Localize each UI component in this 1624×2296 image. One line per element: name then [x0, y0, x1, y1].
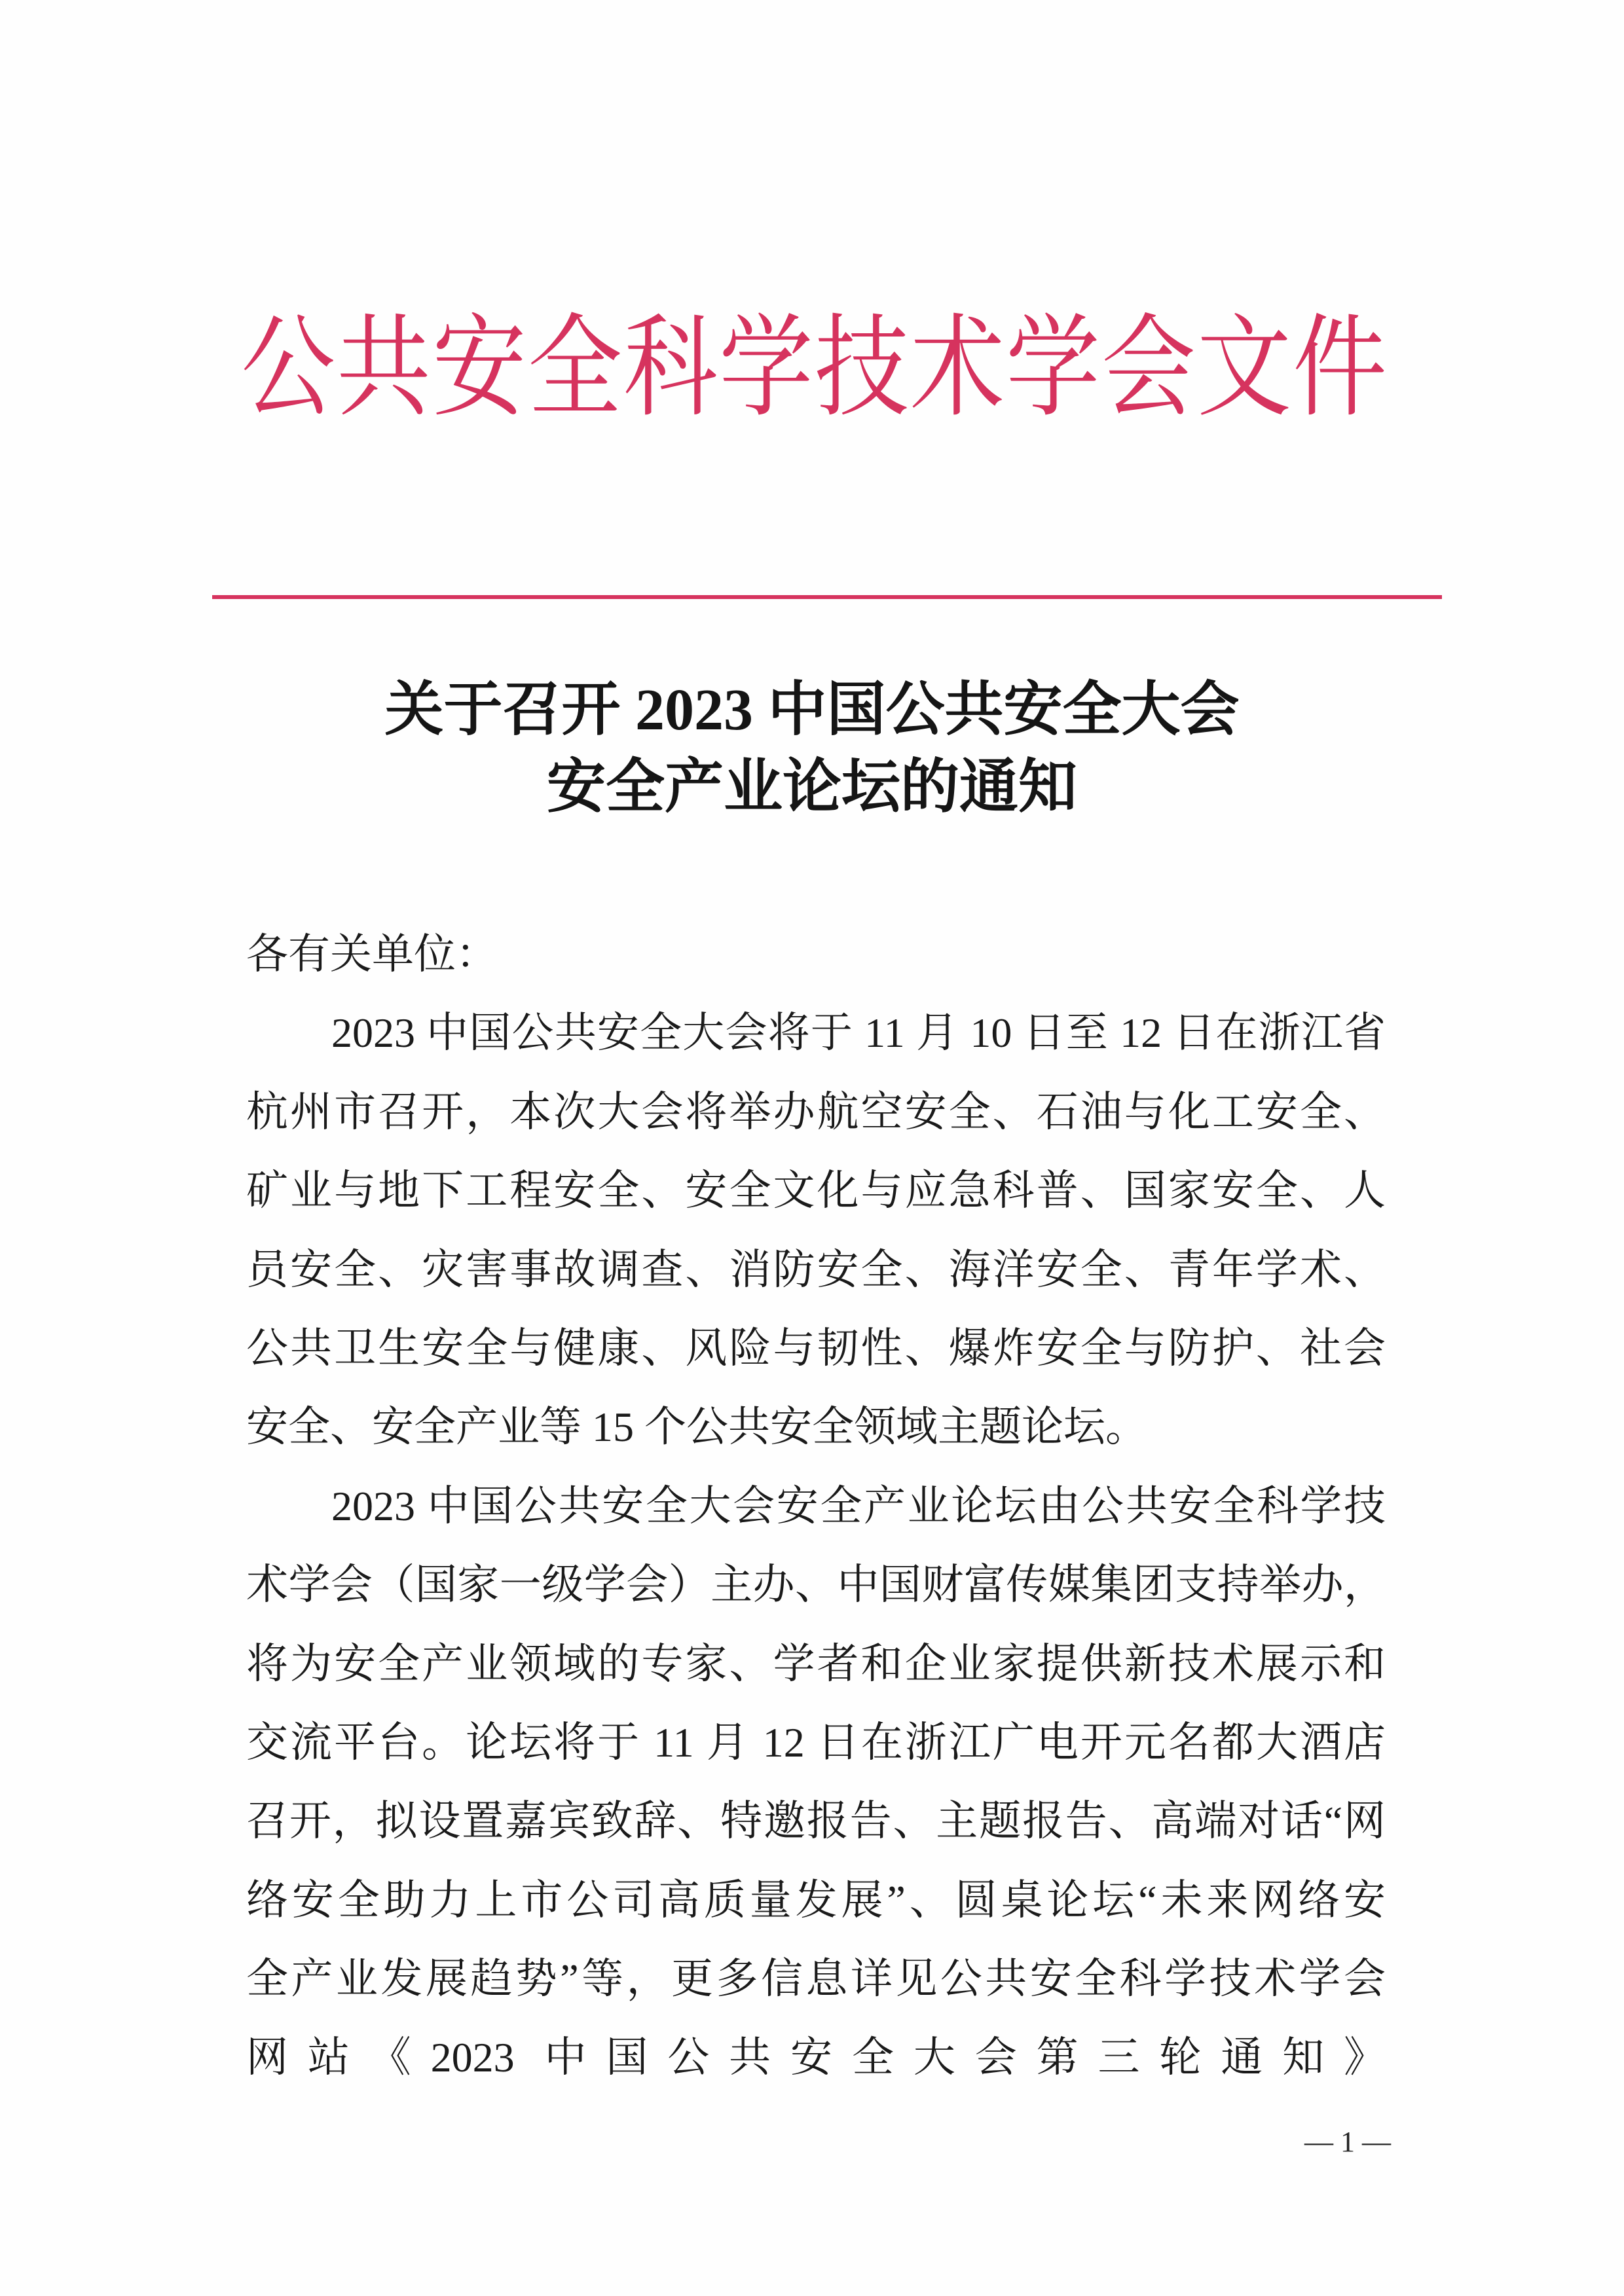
text-line: 员安全、灾害事故调查、消防安全、海洋安全、青年学术、: [246, 1246, 1386, 1293]
notice-title-line-2: 安全产业论坛的通知: [547, 755, 1077, 820]
notice-body: [246, 915, 1386, 2098]
text-line: 将为安全产业领域的专家、学者和企业家提供新技术展示和: [246, 1640, 1386, 1687]
salutation: 各有关单位：: [246, 931, 498, 977]
text-line: 网站《2023 中国公共安全大会第三轮通知》: [246, 2034, 1386, 2081]
text-line: 矿业与地下工程安全、安全文化与应急科普、国家安全、人: [246, 1167, 1386, 1214]
text-line: 交流平台。论坛将于 11 月 12 日在浙江广电开元名都大酒店: [246, 1719, 1386, 1766]
issuer-masthead-title: 公共安全科学技术学会文件: [241, 302, 1387, 433]
text-line: 公共卫生安全与健康、风险与韧性、爆炸安全与防护、社会: [246, 1324, 1386, 1372]
text-line: 2023 中国公共安全大会将于 11 月 10 日至 12 日在浙江省: [331, 1010, 1386, 1057]
text-line: 杭州市召开，本次大会将举办航空安全、石油与化工安全、: [246, 1088, 1386, 1135]
text-line: 术学会（国家一级学会）主办、中国财富传媒集团支持举办，: [246, 1561, 1386, 1609]
text-line: 召开，拟设置嘉宾致辞、特邀报告、主题报告、高端对话“网: [246, 1798, 1386, 1845]
text-line: 安全、安全产业等 15 个公共安全领域主题论坛。: [246, 1404, 1147, 1451]
text-line: 2023 中国公共安全大会安全产业论坛由公共安全科学技: [331, 1482, 1386, 1529]
text-line: 络安全助力上市公司高质量发展”、圆桌论坛“未来网络安: [246, 1876, 1386, 1923]
paragraph-2: [246, 1467, 1386, 2098]
text-line: 全产业发展趋势”等，更多信息详见公共安全科学技术学会: [246, 1956, 1386, 2003]
notice-title-line-1: 关于召开 2023 中国公共安全大会: [384, 678, 1240, 742]
page-number: — 1 —: [1304, 2126, 1391, 2158]
masthead-red-rule: [212, 595, 1442, 599]
notice-title: [157, 672, 1467, 826]
paragraph-1: [246, 994, 1386, 1467]
